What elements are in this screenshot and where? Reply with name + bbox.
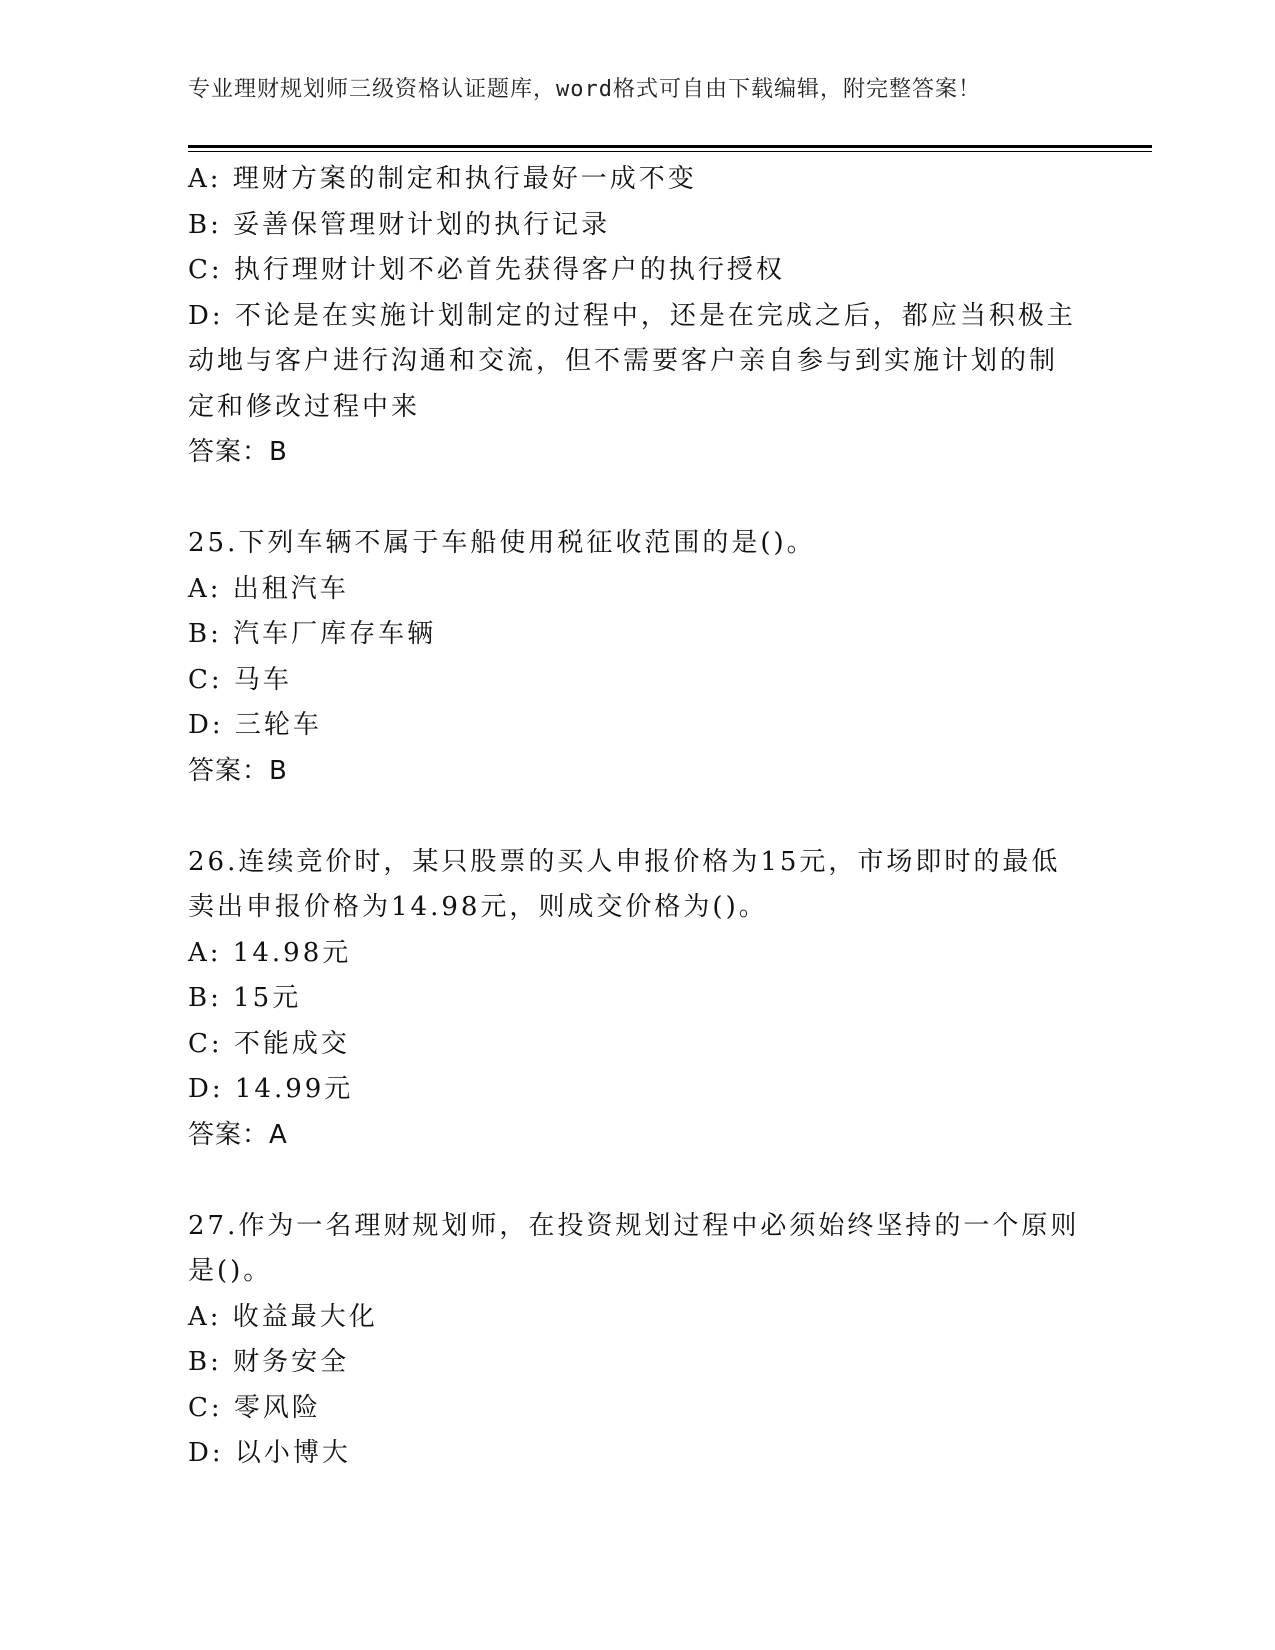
answer: 答案：B xyxy=(188,437,288,467)
option-b: B: 财务安全 xyxy=(188,1347,350,1377)
question-text-line-1: 27.作为一名理财规划师，在投资规划过程中必须始终坚持的一个原则 xyxy=(188,1210,1080,1241)
option-c: C: 零风险 xyxy=(188,1392,321,1423)
option-a: A: 出租汽车 xyxy=(188,573,349,604)
answer: 答案：B xyxy=(188,755,288,786)
option-d: D: 14.99元 xyxy=(188,1074,354,1104)
option-b: B: 汽车厂库存车辆 xyxy=(188,619,437,649)
option-c: C: 马车 xyxy=(188,664,292,695)
option-d: D: 以小博大 xyxy=(188,1438,351,1468)
question-27 xyxy=(188,1204,1088,1477)
option-b: B: 15元 xyxy=(188,983,302,1013)
header-rule-thick xyxy=(188,145,1152,148)
option-a: A: 14.98元 xyxy=(188,937,352,968)
question-25 xyxy=(188,521,1088,794)
question-24 xyxy=(188,157,1088,476)
option-a: A: 理财方案的制定和执行最好一成不变 xyxy=(188,164,697,194)
question-text-line-2: 是()。 xyxy=(188,1256,273,1286)
option-c: C: 执行理财计划不必首先获得客户的执行授权 xyxy=(188,255,785,285)
question-26 xyxy=(188,840,1088,1159)
option-c: C: 不能成交 xyxy=(188,1028,350,1059)
question-text-line-1: 26.连续竞价时，某只股票的买人申报价格为15元，市场即时的最低 xyxy=(188,846,1061,877)
option-d-line-3: 定和修改过程中来 xyxy=(188,391,421,422)
header-rule-thin xyxy=(188,151,1152,152)
option-d-line-1: D: 不论是在实施计划制定的过程中，还是在完成之后，都应当积极主 xyxy=(188,300,1076,331)
option-d: D: 三轮车 xyxy=(188,710,322,740)
option-a: A: 收益最大化 xyxy=(188,1301,378,1332)
option-d-line-2: 动地与客户进行沟通和交流，但不需要客户亲自参与到实施计划的制 xyxy=(188,346,1059,376)
option-b: B: 妥善保管理财计划的执行记录 xyxy=(188,209,611,240)
answer: 答案：A xyxy=(188,1119,288,1150)
question-content xyxy=(188,157,1088,1477)
page-header: 专业理财规划师三级资格认证题库，word格式可自由下载编辑，附完整答案！ xyxy=(188,77,981,102)
question-text: 25.下列车辆不属于车船使用税征收范围的是()。 xyxy=(188,528,816,558)
question-text-line-2: 卖出申报价格为14.98元，则成交价格为()。 xyxy=(188,892,768,922)
